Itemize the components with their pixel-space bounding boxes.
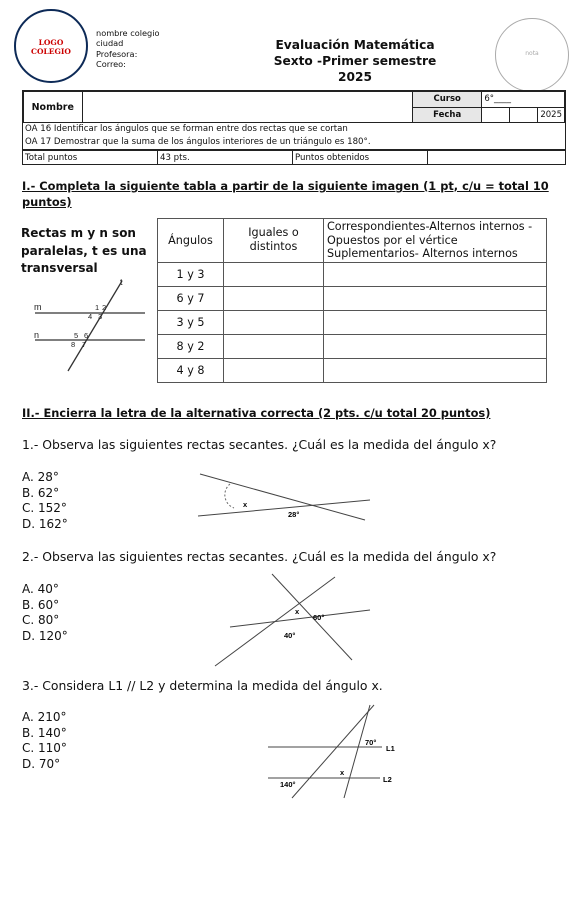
line-t <box>68 281 122 371</box>
angle-4: 4 <box>88 312 93 321</box>
question-2-figure <box>210 572 380 672</box>
angle-pair: 6 y 7 <box>158 286 224 310</box>
angles-table <box>157 218 547 383</box>
parallel-lines-figure <box>30 275 155 375</box>
question-1-options <box>22 470 68 532</box>
answer-equal-cell[interactable] <box>224 286 324 310</box>
name-label: Nombre <box>23 91 82 123</box>
title-line-2: Sexto -Primer semestre <box>273 54 437 68</box>
table-row <box>158 358 547 382</box>
angle-28-label: 28° <box>288 510 300 519</box>
angle-x-label: x <box>295 607 300 616</box>
grade-circle <box>495 18 569 92</box>
date-day[interactable] <box>482 107 510 122</box>
school-city: ciudad <box>96 38 124 49</box>
angle-pair: 8 y 2 <box>158 334 224 358</box>
section-1-heading: I.- Completa la siguiente tabla a partir de la siguiente imagen (1 pt, c/u = total 10 puntos) <box>22 179 549 209</box>
answer-equal-cell[interactable] <box>224 358 324 382</box>
option-d[interactable]: D. 120° <box>22 628 68 643</box>
document-title <box>230 37 480 85</box>
name-field[interactable] <box>82 91 413 123</box>
angle-60-label: 60° <box>313 613 325 622</box>
angle-pair: 3 y 5 <box>158 310 224 334</box>
secant-line-3 <box>230 610 370 627</box>
table-row <box>158 286 547 310</box>
date-month[interactable] <box>510 107 538 122</box>
answer-type-cell[interactable] <box>324 358 547 382</box>
section-2-heading: II.- Encierra la letra de la alternativa correcta (2 pts. c/u total 20 puntos) <box>22 406 491 420</box>
course-value[interactable]: 6°____ <box>482 91 565 107</box>
angle-pair: 4 y 8 <box>158 358 224 382</box>
angle-2: 2 <box>102 303 107 312</box>
label-L2: L2 <box>383 775 392 784</box>
objectives-box <box>22 122 566 150</box>
option-d[interactable]: D. 162° <box>22 516 68 531</box>
option-c[interactable]: C. 110° <box>22 741 67 755</box>
table-row <box>158 310 547 334</box>
angle-3: 3 <box>98 312 103 321</box>
col-header-type-line-3: Suplementarios- Alternos internos <box>327 247 518 260</box>
figure-caption: Rectas m y n son paralelas, t es una transversal <box>21 226 147 275</box>
student-info-table <box>22 90 566 123</box>
angle-6: 6 <box>84 331 89 340</box>
angle-7: 7 <box>82 340 87 349</box>
question-3-figure <box>262 700 412 800</box>
option-a[interactable]: A. 28° <box>22 470 59 484</box>
col-header-type-line-2: Opuestos por el vértice <box>327 233 458 247</box>
angle-x-arc <box>225 484 234 508</box>
angle-8: 8 <box>71 340 76 349</box>
option-a[interactable]: A. 210° <box>22 710 67 724</box>
school-logo <box>14 9 88 83</box>
date-label: Fecha <box>413 107 482 122</box>
option-b[interactable]: B. 60° <box>22 597 60 612</box>
answer-equal-cell[interactable] <box>224 334 324 358</box>
col-header-type <box>324 219 547 263</box>
angle-40-label: 40° <box>284 631 296 640</box>
obtained-points-label: Puntos obtenidos <box>293 151 428 165</box>
total-points-label: Total puntos <box>23 151 158 165</box>
question-3-options <box>22 710 67 772</box>
col-header-angles: Ángulos <box>158 219 224 263</box>
option-b[interactable]: B. 140° <box>22 725 67 740</box>
answer-type-cell[interactable] <box>324 262 547 286</box>
course-label: Curso <box>413 91 482 107</box>
angle-1: 1 <box>95 303 100 312</box>
option-a[interactable]: A. 40° <box>22 582 59 596</box>
answer-type-cell[interactable] <box>324 310 547 334</box>
col-header-type-line-1: Correspondientes-Alternos internos - <box>327 220 533 233</box>
col-header-equal: Iguales o distintos <box>224 219 324 263</box>
date-year: 2025 <box>538 107 565 122</box>
table-row <box>158 262 547 286</box>
question-1-text: 1.- Observa las siguientes rectas secantes. ¿Cuál es la medida del ángulo x? <box>22 437 497 452</box>
angle-x-label: x <box>340 768 345 777</box>
logo-line-1: LOGO <box>38 38 64 47</box>
answer-type-cell[interactable] <box>324 334 547 358</box>
teacher-label: Profesora: <box>96 48 138 59</box>
answer-equal-cell[interactable] <box>224 262 324 286</box>
option-c[interactable]: C. 80° <box>22 613 60 627</box>
school-name: nombre colegio <box>96 28 160 38</box>
transversal-line-1 <box>292 705 377 798</box>
secant-line-2 <box>198 500 370 516</box>
table-row <box>158 334 547 358</box>
question-2-options <box>22 582 68 644</box>
answer-type-cell[interactable] <box>324 286 547 310</box>
label-n: n <box>34 330 40 340</box>
option-d[interactable]: D. 70° <box>22 756 61 771</box>
angle-70-label: 70° <box>365 738 377 747</box>
question-1-figure <box>190 468 380 528</box>
option-c[interactable]: C. 152° <box>22 501 67 515</box>
answer-equal-cell[interactable] <box>224 310 324 334</box>
objective-17: OA 17 Demostrar que la suma de los ángulos interiores de un triángulo es 180°. <box>25 136 371 147</box>
school-info <box>96 28 160 69</box>
obtained-points-field[interactable] <box>428 151 566 165</box>
label-t: t <box>120 277 123 287</box>
angle-140-label: 140° <box>280 780 296 789</box>
question-2-text: 2.- Observa las siguientes rectas secantes. ¿Cuál es la medida del ángulo x? <box>22 549 497 564</box>
total-points-value: 43 pts. <box>158 151 293 165</box>
title-line-1: Evaluación Matemática <box>275 38 435 52</box>
points-table <box>22 150 566 165</box>
angle-pair: 1 y 3 <box>158 262 224 286</box>
label-m: m <box>34 302 42 312</box>
objective-16: OA 16 Identificar los ángulos que se forman entre dos rectas que se cortan <box>25 124 348 134</box>
title-line-3: 2025 <box>338 70 372 84</box>
logo-line-2: COLEGIO <box>31 47 71 56</box>
email-label: Correo: <box>96 58 126 69</box>
question-3-text: 3.- Considera L1 // L2 y determina la medida del ángulo x. <box>22 678 383 693</box>
label-L1: L1 <box>386 744 395 753</box>
grade-label: nota <box>525 50 539 57</box>
angle-x-label: x <box>243 500 248 509</box>
option-b[interactable]: B. 62° <box>22 485 60 500</box>
transversal-line-2 <box>344 705 370 798</box>
angle-5: 5 <box>74 331 79 340</box>
